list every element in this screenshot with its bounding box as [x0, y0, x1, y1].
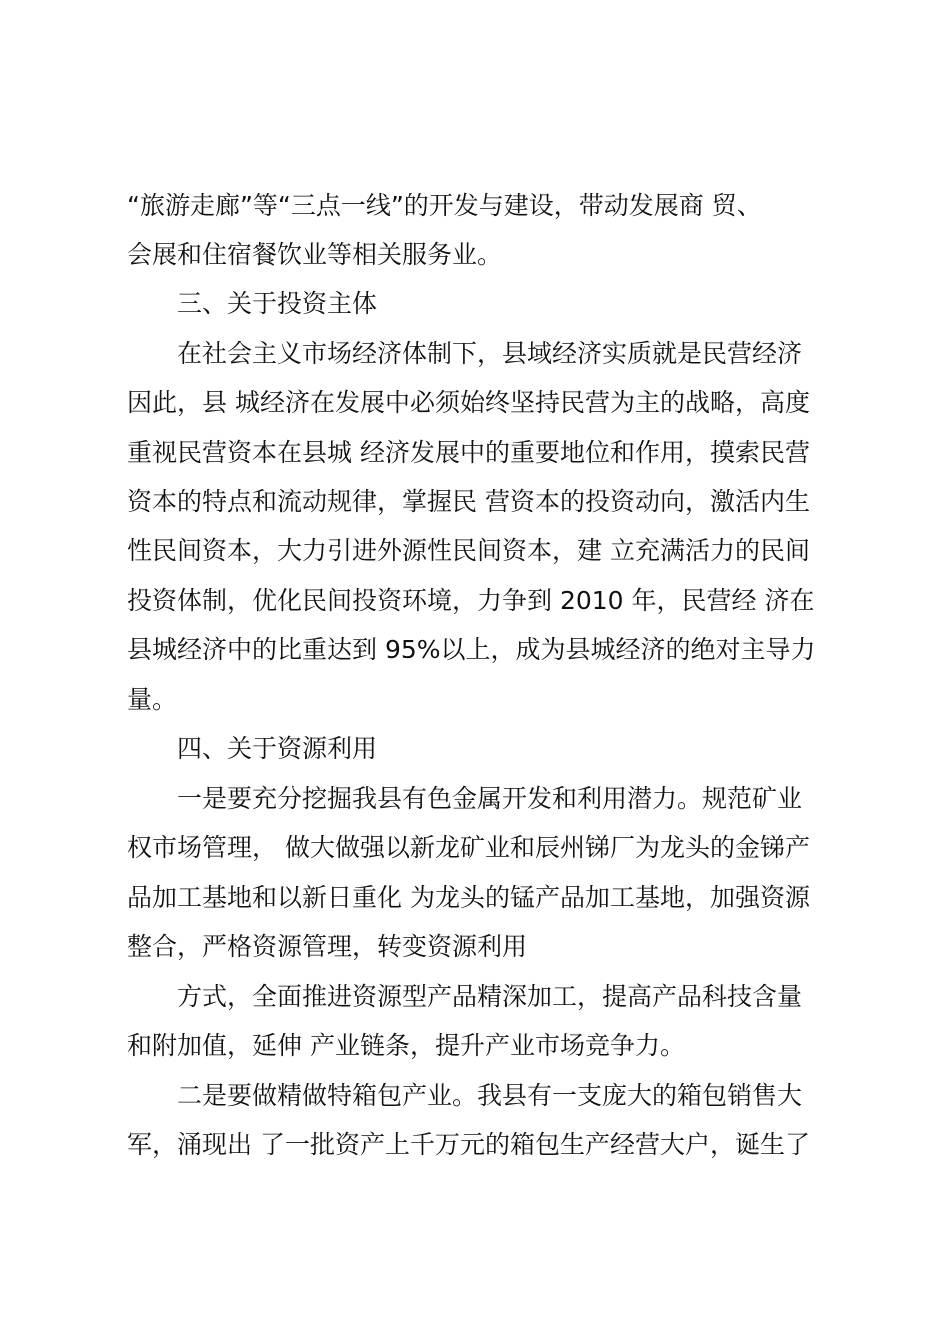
- text-line-14: 权市场管理， 做大做强以新龙矿业和辰州锑厂为龙头的金锑产: [127, 833, 810, 862]
- text-line-9: 投资体制，优化民间投资环境，力争到 2010 年，民营经 济在: [127, 586, 815, 615]
- text-line-1: “旅游走廊”等“三点一线”的开发与建设，带动发展商 贸、: [127, 191, 762, 220]
- text-line-2: 会展和住宿餐饮业等相关服务业。: [127, 240, 503, 269]
- text-line-11: 量。: [127, 685, 178, 714]
- section-heading-resources: 四、关于资源利用: [177, 734, 378, 763]
- text-line-6: 重视民营资本在县城 经济发展中的重要地位和作用，摸索民营: [127, 438, 810, 467]
- text-line-10: 县城经济中的比重达到 95%以上，成为县城经济的绝对主导力: [127, 635, 816, 664]
- text-line-17: 方式，全面推进资源型产品精深加工，提高产品科技含量: [177, 982, 803, 1011]
- text-line-15: 品加工基地和以新日重化 为龙头的锰产品加工基地，加强资源: [127, 883, 810, 912]
- text-line-16: 整合，严格资源管理，转变资源利用: [127, 932, 528, 961]
- text-line-4: 在社会主义市场经济体制下，县域经济实质就是民营经济: [177, 339, 803, 368]
- section-heading-investment: 三、关于投资主体: [177, 289, 378, 318]
- text-line-18: 和附加值，延伸 产业链条，提升产业市场竞争力。: [127, 1031, 685, 1060]
- text-line-13: 一是要充分挖掘我县有色金属开发和利用潜力。规范矿业: [177, 784, 803, 813]
- text-line-19: 二是要做精做特箱包产业。我县有一支庞大的箱包销售大: [177, 1081, 803, 1110]
- text-line-7: 资本的特点和流动规律，掌握民 营资本的投资动向，激活内生: [127, 487, 810, 516]
- text-line-20: 军，涌现出 了一批资产上千万元的箱包生产经营大户，诞生了: [127, 1130, 810, 1159]
- text-line-5: 因此，县 城经济在发展中必须始终坚持民营为主的战略，高度: [127, 388, 810, 417]
- text-line-8: 性民间资本，大力引进外源性民间资本，建 立充满活力的民间: [127, 536, 810, 565]
